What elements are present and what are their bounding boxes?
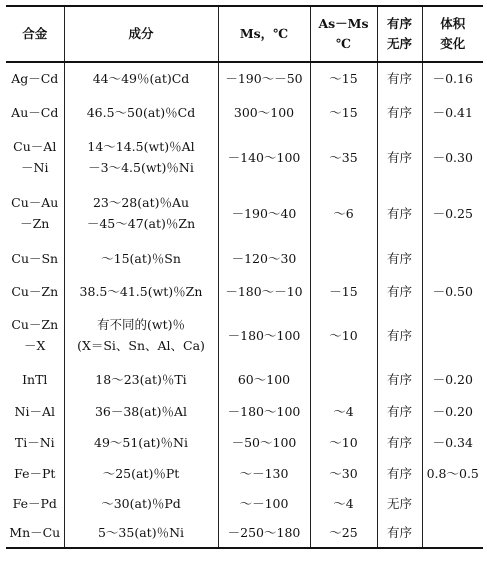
cell-alloy: Cu－Sn [6, 242, 64, 274]
cell-volume-change: －0.30 [422, 130, 483, 184]
header-alloy: 合金 [6, 6, 64, 62]
table-container [6, 5, 483, 549]
cell-order: 有序 [377, 362, 422, 396]
cell-volume-change: －0.41 [422, 94, 483, 130]
cell-as-ms: ～15 [310, 62, 377, 94]
cell-alloy: Cu－Zn [6, 274, 64, 308]
table-row [6, 396, 483, 426]
cell-composition: 5～35(at)％Ni [64, 518, 218, 548]
table-row [6, 426, 483, 458]
cell-order: 无序 [377, 488, 422, 518]
table-row [6, 184, 483, 242]
cell-order: 有序 [377, 94, 422, 130]
alloy-properties-table [6, 5, 483, 549]
cell-volume-change: －0.34 [422, 426, 483, 458]
cell-volume-change [422, 488, 483, 518]
cell-composition: ～30(at)％Pd [64, 488, 218, 518]
cell-ms: －180～100 [218, 396, 310, 426]
cell-ms: －180～100 [218, 308, 310, 362]
header-as-ms: As－Ms ℃ [310, 6, 377, 62]
cell-order: 有序 [377, 130, 422, 184]
cell-composition: 14～14.5(wt)％Al －3～4.5(wt)％Ni [64, 130, 218, 184]
cell-composition: 有不同的(wt)％ (X＝Si、Sn、Al、Ca) [64, 308, 218, 362]
cell-composition: 23～28(at)％Au －45～47(at)％Zn [64, 184, 218, 242]
cell-ms: ～－130 [218, 458, 310, 488]
cell-order: 有序 [377, 62, 422, 94]
cell-alloy: Cu－Zn －X [6, 308, 64, 362]
cell-composition: ～15(at)％Sn [64, 242, 218, 274]
cell-volume-change [422, 308, 483, 362]
cell-alloy: Ag－Cd [6, 62, 64, 94]
cell-composition: 38.5～41.5(wt)％Zn [64, 274, 218, 308]
cell-volume-change: －0.20 [422, 362, 483, 396]
cell-alloy: Fe－Pt [6, 458, 64, 488]
cell-volume-change: －0.16 [422, 62, 483, 94]
table-row [6, 458, 483, 488]
cell-composition: 49～51(at)％Ni [64, 426, 218, 458]
cell-as-ms: ～15 [310, 94, 377, 130]
cell-order: 有序 [377, 242, 422, 274]
cell-ms: ～－100 [218, 488, 310, 518]
table-row [6, 62, 483, 94]
table-row [6, 518, 483, 548]
table-row [6, 130, 483, 184]
cell-as-ms: ～35 [310, 130, 377, 184]
cell-order: 有序 [377, 308, 422, 362]
cell-volume-change: －0.20 [422, 396, 483, 426]
cell-alloy: Cu－Al －Ni [6, 130, 64, 184]
cell-composition: 46.5～50(at)％Cd [64, 94, 218, 130]
cell-ms: 300～100 [218, 94, 310, 130]
cell-ms: －190～40 [218, 184, 310, 242]
cell-order: 有序 [377, 396, 422, 426]
cell-order: 有序 [377, 458, 422, 488]
cell-ms: －250～180 [218, 518, 310, 548]
cell-ms: －50～100 [218, 426, 310, 458]
header-ms: Ms，℃ [218, 6, 310, 62]
cell-as-ms: ～4 [310, 488, 377, 518]
cell-ms: －190～－50 [218, 62, 310, 94]
cell-as-ms: ～10 [310, 426, 377, 458]
table-row [6, 274, 483, 308]
cell-order: 有序 [377, 426, 422, 458]
cell-volume-change [422, 518, 483, 548]
table-row [6, 488, 483, 518]
table-row [6, 242, 483, 274]
cell-ms: －180～－10 [218, 274, 310, 308]
cell-volume-change [422, 242, 483, 274]
cell-as-ms [310, 362, 377, 396]
cell-order: 有序 [377, 184, 422, 242]
cell-composition: ～25(at)％Pt [64, 458, 218, 488]
cell-as-ms: ～10 [310, 308, 377, 362]
table-row [6, 94, 483, 130]
cell-alloy: Ni－Al [6, 396, 64, 426]
header-composition: 成分 [64, 6, 218, 62]
cell-as-ms: ～4 [310, 396, 377, 426]
cell-composition: 18～23(at)％Ti [64, 362, 218, 396]
cell-volume-change: －0.50 [422, 274, 483, 308]
cell-as-ms: ～25 [310, 518, 377, 548]
cell-order: 有序 [377, 274, 422, 308]
cell-as-ms [310, 242, 377, 274]
cell-order: 有序 [377, 518, 422, 548]
cell-ms: －120～30 [218, 242, 310, 274]
cell-alloy: InTl [6, 362, 64, 396]
table-row [6, 362, 483, 396]
cell-alloy: Ti－Ni [6, 426, 64, 458]
cell-volume-change: －0.25 [422, 184, 483, 242]
cell-ms: 60～100 [218, 362, 310, 396]
header-volume-change: 体积 变化 [422, 6, 483, 62]
cell-alloy: Fe－Pd [6, 488, 64, 518]
table-row [6, 308, 483, 362]
cell-composition: 44～49％(at)Cd [64, 62, 218, 94]
header-order: 有序 无序 [377, 6, 422, 62]
cell-ms: －140～100 [218, 130, 310, 184]
cell-as-ms: ～6 [310, 184, 377, 242]
cell-as-ms: －15 [310, 274, 377, 308]
cell-as-ms: ～30 [310, 458, 377, 488]
cell-composition: 36－38(at)％Al [64, 396, 218, 426]
table-header-row [6, 6, 483, 62]
cell-alloy: Au－Cd [6, 94, 64, 130]
cell-alloy: Cu－Au －Zn [6, 184, 64, 242]
cell-alloy: Mn－Cu [6, 518, 64, 548]
cell-volume-change: 0.8～0.5 [422, 458, 483, 488]
